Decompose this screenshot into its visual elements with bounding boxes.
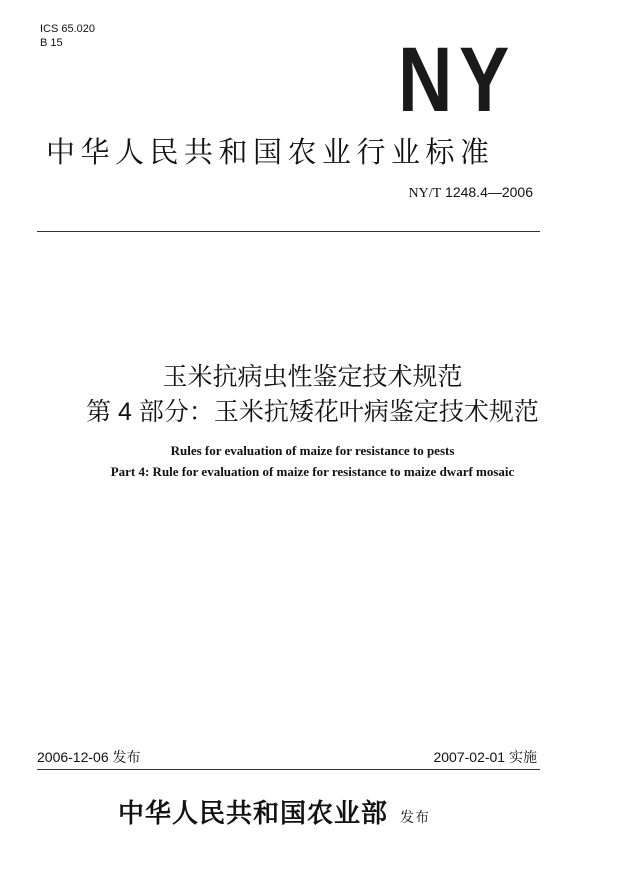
classification-codes bbox=[40, 22, 95, 50]
publisher-name: 中华人民共和国农业部 bbox=[118, 799, 389, 828]
ics-code: ICS 65.020 bbox=[40, 23, 96, 35]
issue-date-value: 2006-12-06 bbox=[37, 749, 109, 765]
effective-date-label: 实施 bbox=[509, 749, 537, 765]
top-divider bbox=[37, 231, 540, 232]
title-en-line1: Rules for evaluation of maize for resistance to pests bbox=[170, 443, 455, 458]
publisher-label: 发布 bbox=[400, 811, 431, 826]
publisher bbox=[118, 793, 430, 830]
title-en-line2: Part 4: Rule for evaluation of maize for resistance to maize dwarf mosaic bbox=[110, 464, 515, 479]
standard-code bbox=[408, 184, 533, 202]
effective-date bbox=[433, 747, 537, 767]
effective-date-value: 2007-02-01 bbox=[433, 749, 506, 765]
standard-code-prefix: NY/T bbox=[408, 186, 442, 201]
ccs-code: B 15 bbox=[40, 37, 63, 49]
standard-code-number: 1248.4—2006 bbox=[445, 184, 533, 200]
issue-date bbox=[37, 747, 141, 767]
standard-type-heading: 中华人民共和国农业行业标准 bbox=[46, 137, 495, 169]
title-cn-line1: 玉米抗病虫性鉴定技术规范 bbox=[162, 363, 463, 391]
title-cn-line2: 第 4 部分：玉米抗矮花叶病鉴定技术规范 bbox=[86, 398, 539, 426]
bottom-divider bbox=[37, 769, 540, 770]
issue-date-label: 发布 bbox=[112, 749, 141, 765]
ny-logo: NY bbox=[398, 29, 516, 131]
